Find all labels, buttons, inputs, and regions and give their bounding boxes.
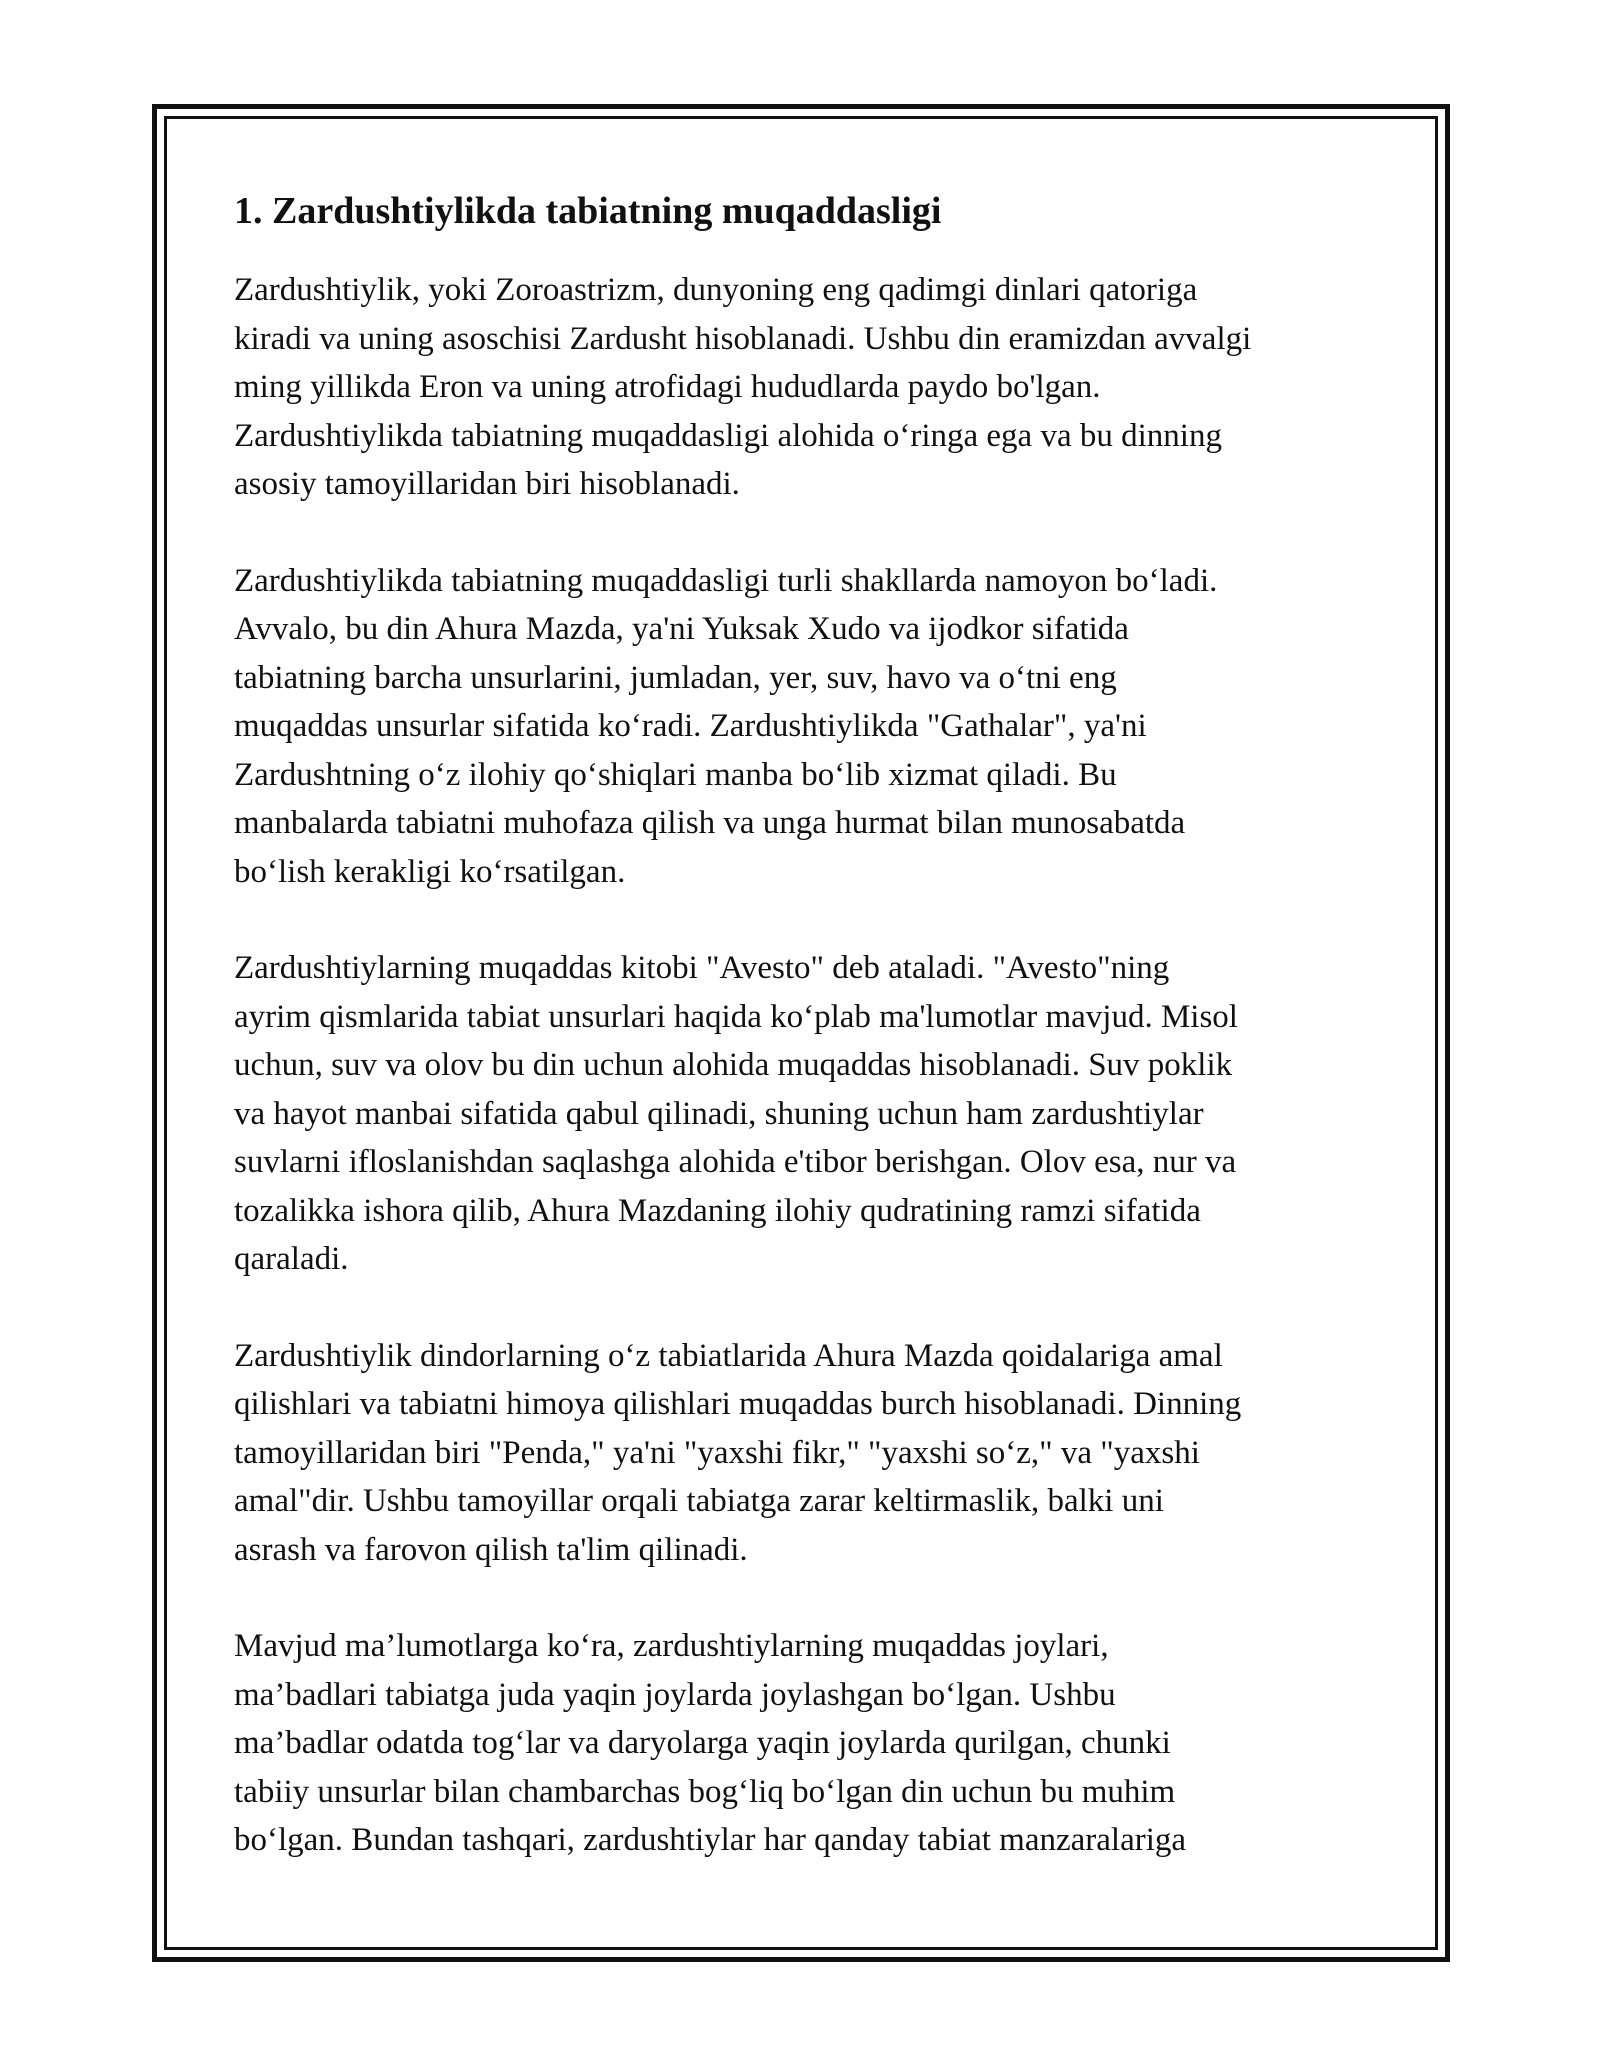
paragraph-1: Zardushtiylik, yoki Zoroastrizm, dunyoning eng qadimgi dinlari qatoriga kiradi va uning asoschisi Zardusht hisoblanadi. Ushbu din eramizdan avvalgi ming yillikda Eron va uning atrofidagi hududlarda paydo bo'lgan. Zardushtiylikda tabiatning muqaddasligi alohida o‘ringa ega va bu dinning asosiy tamoyillaridan biri hisoblanadi. [234,272,1252,502]
document-body [234,186,1384,1913]
paragraph-5: Mavjud ma’lumotlarga ko‘ra, zardushtiylarning muqaddas joylari, ma’badlari tabiatga juda yaqin joylarda joylashgan bo‘lgan. Ushbu ma’badlar odatda tog‘lar va daryolarga yaqin joylarda qurilgan, chunki tabiiy unsurlar bilan chambarchas bog‘liq bo‘lgan din uchun bu muhim bo‘lgan. Bundan tashqari, zardushtiylar har qanday tabiat manzaralariga [234,1628,1187,1858]
paragraph-4: Zardushtiylik dindorlarning o‘z tabiatlarida Ahura Mazda qoidalariga amal qilishlari va tabiatni himoya qilishlari muqaddas burch hisoblanadi. Dinning tamoyillaridan biri "Penda," ya'ni "yaxshi fikr," "yaxshi so‘z," va "yaxshi amal"dir. Ushbu tamoyillar orqali tabiatga zarar keltirmaslik, balki uni asrash va farovon qilish ta'lim qilinadi. [234,1337,1242,1568]
paragraph-3: Zardushtiylarning muqaddas kitobi "Avesto" deb ataladi. "Avesto"ning ayrim qismlarida tabiat unsurlari haqida ko‘plab ma'lumotlar mavjud. Misol uchun, suv va olov bu din uchun alohida muqaddas hisoblanadi. Suv poklik va hayot manbai sifatida qabul qilinadi, shuning uchun ham zardushtiylar suvlarni ifloslanishdan saqlashga alohida e'tibor berishgan. Olov esa, nur va tozalikka ishora qilib, Ahura Mazdaning ilohiy qudratining ramzi sifatida qaraladi. [234,950,1238,1277]
paragraph-2: Zardushtiylikda tabiatning muqaddasligi turli shakllarda namoyon bo‘ladi. Avvalo, bu din Ahura Mazda, ya'ni Yuksak Xudo va ijodkor sifatida tabiatning barcha unsurlarini, jumladan, yer, suv, havo va o‘tni eng muqaddas unsurlar sifatida ko‘radi. Zardushtiylikda "Gathalar", ya'ni Zardushtning o‘z ilohiy qo‘shiqlari manba bo‘lib xizmat qiladi. Bu manbalarda tabiatni muhofaza qilish va unga hurmat bilan munosabatda bo‘lish kerakligi ko‘rsatilgan. [234,562,1218,890]
section-heading: 1. Zardushtiylikda tabiatning muqaddasligi [234,190,942,232]
